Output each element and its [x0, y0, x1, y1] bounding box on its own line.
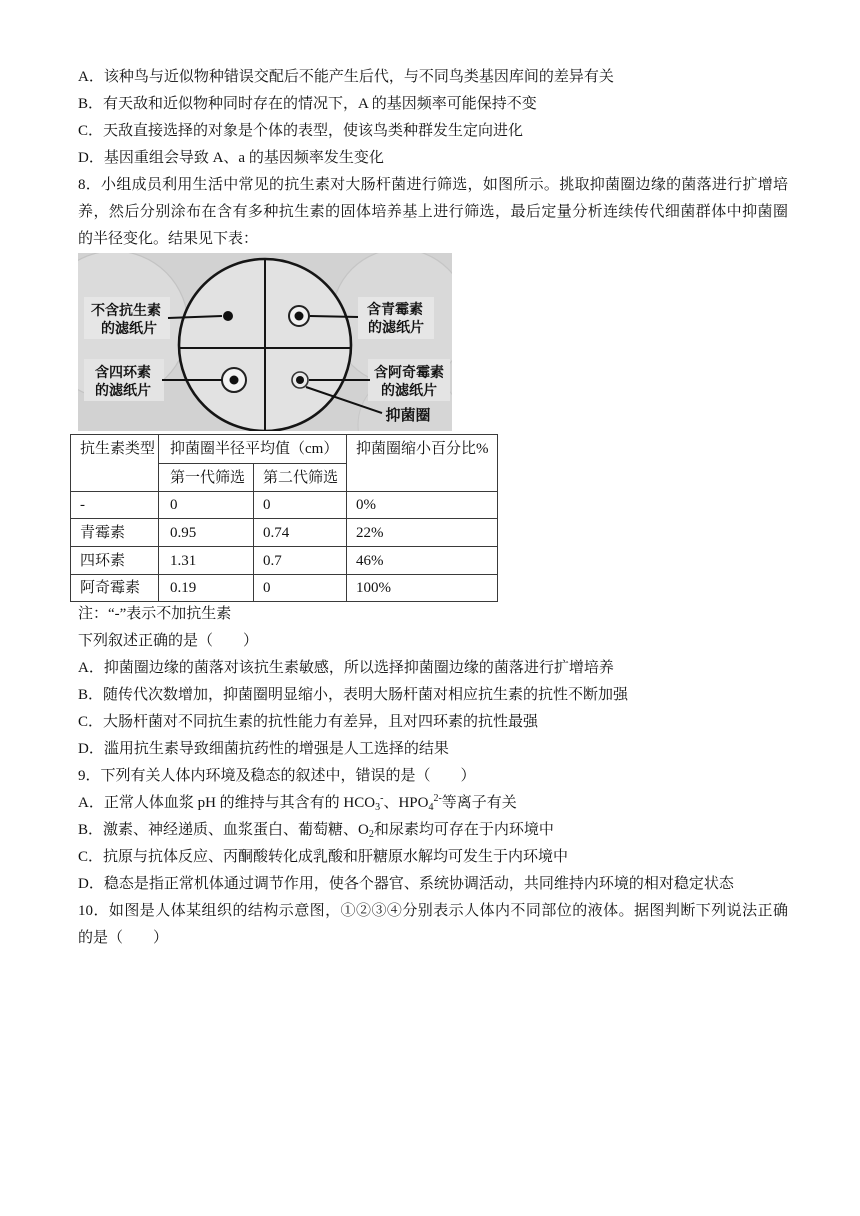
q9-option-b-text-2: 和尿素均可存在于内环境中: [373, 822, 554, 838]
q9-option-a-superscript-2: 2-: [433, 793, 442, 804]
header-shrink-percent: 抑菌圈缩小百分比%: [347, 435, 498, 492]
label-penicillin-line-1: 含青霉素: [367, 301, 423, 317]
label-inhibition-zone: 抑菌圈: [385, 407, 431, 424]
q7-option-b: B．有天敌和近似物种同时存在的情况下，A 的基因频率可能保持不变: [78, 96, 537, 112]
cell-shrink: 100%: [347, 575, 498, 602]
label-no-antibiotic-line-2: 的滤纸片: [101, 320, 157, 336]
cell-type: 青霉素: [71, 519, 159, 547]
header-antibiotic-type: 抗生素类型: [71, 435, 159, 492]
header-radius-average: 抑菌圈半径平均值（cm）: [159, 435, 347, 464]
table-header-row: [71, 435, 498, 464]
table-row: [71, 575, 498, 602]
q8-option-a: A．抑菌圈边缘的菌落对该抗生素敏感，所以选择抑菌圈边缘的菌落进行扩增培养: [78, 660, 614, 676]
results-table-wrapper: [70, 434, 497, 601]
cell-shrink: 0%: [347, 492, 498, 519]
header-second-generation: 第二代筛选: [254, 464, 347, 492]
q8-table-note: 注：“-”表示不加抗生素: [78, 606, 232, 622]
q9-option-a-superscript-1: -: [380, 793, 384, 804]
q8-option-c: C．大肠杆菌对不同抗生素的抗性能力有差异，且对四环素的抗性最强: [78, 714, 539, 730]
q8-prompt: 下列叙述正确的是（ ）: [78, 633, 259, 649]
cell-gen1: 0.95: [159, 519, 254, 547]
q9-option-a-text-1: A．正常人体血浆 pH 的维持与其含有的 HCO: [78, 795, 376, 811]
results-table: [70, 434, 498, 602]
header-first-generation: 第一代筛选: [159, 464, 254, 492]
q7-option-c: C．天敌直接选择的对象是个体的表型，使该鸟类种群发生定向进化: [78, 123, 524, 139]
q9-option-a-subscript-1: 3: [375, 802, 381, 813]
q8-option-b: B．随传代次数增加，抑菌圈明显缩小，表明大肠杆菌对相应抗生素的抗性不断加强: [78, 687, 629, 703]
cell-gen2: 0.74: [254, 519, 347, 547]
table-row: [71, 519, 498, 547]
label-tetracycline-line-2: 的滤纸片: [95, 382, 151, 398]
filter-paper-penicillin: [295, 312, 304, 321]
cell-type: 阿奇霉素: [71, 575, 159, 602]
q8-option-d: D．滥用抗生素导致细菌抗药性的增强是人工选择的结果: [78, 741, 449, 757]
cell-shrink: 46%: [347, 547, 498, 575]
q10-stem-line-1: 10．如图是人体某组织的结构示意图，①②③④分别表示人体内不同部位的液体。据图判断下列说法正确: [78, 903, 788, 919]
label-penicillin-line-2: 的滤纸片: [368, 319, 424, 335]
q9-option-d: D．稳态是指正常机体通过调节作用，使各个器官、系统协调活动，共同维持内环境的相对稳定状态: [78, 876, 734, 892]
pointer-penicillin: [310, 316, 358, 317]
q8-stem-line-2: 养，然后分别涂布在含有多种抗生素的固体培养基上进行筛选，最后定量分析连续传代细菌群体中抑菌圈: [78, 204, 788, 220]
q9-option-b: [78, 817, 790, 844]
q9-option-a-subscript-2: 4: [428, 802, 434, 813]
label-azithromycin-line-1: 含阿奇霉素: [374, 364, 444, 380]
label-tetracycline-line-1: 含四环素: [95, 364, 151, 380]
petri-dish-figure: [78, 253, 452, 431]
cell-type: -: [71, 492, 159, 519]
cell-gen2: 0: [254, 492, 347, 519]
cell-gen2: 0.7: [254, 547, 347, 575]
q9-option-c: C．抗原与抗体反应、丙酮酸转化成乳酸和肝糖原水解均可发生于内环境中: [78, 849, 569, 865]
q9-option-b-text-1: B．激素、神经递质、血浆蛋白、葡萄糖、O: [78, 822, 369, 838]
q7-option-a: A．该种鸟与近似物种错误交配后不能产生后代，与不同鸟类基因库间的差异有关: [78, 69, 614, 85]
label-no-antibiotic-line-1: 不含抗生素: [91, 302, 161, 318]
label-azithromycin-line-2: 的滤纸片: [381, 382, 437, 398]
table-row: [71, 492, 498, 519]
q9-option-a-text-2: 、HPO: [383, 795, 429, 811]
cell-gen1: 0.19: [159, 575, 254, 602]
page-content: [78, 64, 790, 952]
q9-option-b-subscript-1: 2: [368, 829, 374, 840]
cell-gen2: 0: [254, 575, 347, 602]
q9-option-a: [78, 790, 790, 817]
cell-gen1: 0: [159, 492, 254, 519]
filter-paper-no-antibiotic: [223, 311, 233, 321]
q9-option-a-text-3: 等离子有关: [441, 795, 517, 811]
q8-stem-line-1: 8．小组成员利用生活中常见的抗生素对大肠杆菌进行筛选，如图所示。挑取抑菌圈边缘的菌落进行扩增培: [78, 177, 788, 193]
filter-paper-tetracycline: [230, 376, 239, 385]
cell-shrink: 22%: [347, 519, 498, 547]
cell-type: 四环素: [71, 547, 159, 575]
filter-paper-azithromycin: [296, 376, 304, 384]
q8-stem-line-3: 的半径变化。结果见下表：: [78, 231, 259, 247]
q9-stem: 9．下列有关人体内环境及稳态的叙述中，错误的是（ ）: [78, 768, 476, 784]
cell-gen1: 1.31: [159, 547, 254, 575]
q10-stem-line-2: 的是（ ）: [78, 930, 169, 946]
q7-option-d: D．基因重组会导致 A、a 的基因频率发生变化: [78, 150, 384, 166]
table-row: [71, 547, 498, 575]
